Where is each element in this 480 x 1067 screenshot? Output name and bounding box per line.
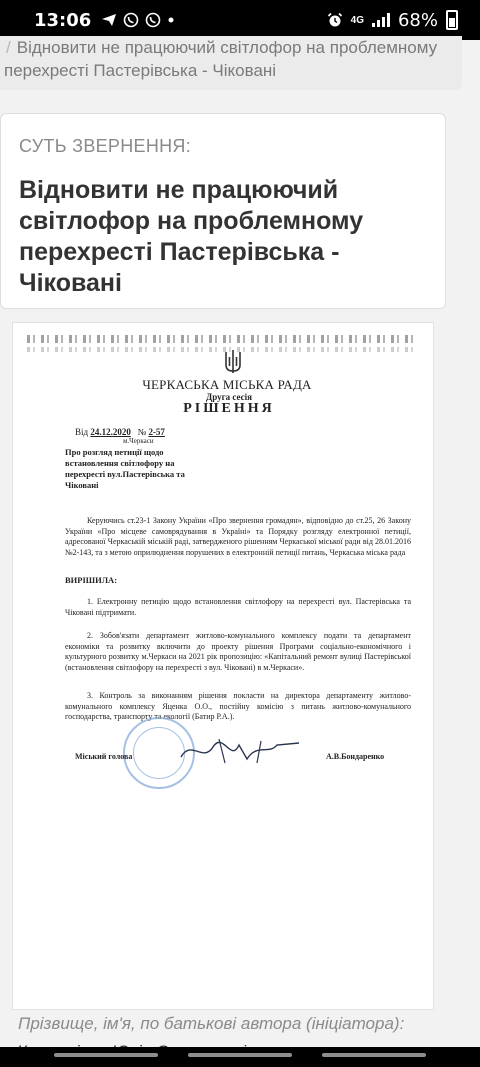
decision-subject: Про розгляд петиції щодо встановлення світлофору на перехресті вул.Пастерівська та Чіковані [65,447,185,490]
author-label: Прізвище, ім'я, по батькові автора (ініціатора): [18,1014,405,1033]
decision-heading: РІШЕННЯ [183,401,275,416]
breadcrumb-separator: / [6,38,11,57]
petition-summary-card [0,113,446,309]
signal-icon [372,13,390,27]
decision-document [13,323,433,1009]
summary-label: СУТЬ ЗВЕРНЕННЯ: [19,136,192,156]
decision-date-line [75,427,165,437]
decision-number: 2-57 [148,427,165,437]
decision-item-1: 1. Електронну петицію щодо встановлення світлофору на перехресті вул. Пастерівська та Чіковані підтримати. [65,597,411,617]
petition-title: Відновити не працюючий світлофор на проблемному перехресті Пастерівська - Чіковані [19,176,364,297]
coat-of-arms-icon [223,349,243,375]
notification-icons [101,12,175,28]
signature [173,733,303,769]
network-type: 4G [350,14,364,26]
send-icon [101,13,117,27]
breadcrumb [0,36,462,90]
decision-item-3: 3. Контроль за виконанням рішення покласти на директора департаменту житлово-комунального комплексу Яценка О.О., постійну комісію з питань житлово-комунального господарства, транспорту та екології (Батир Р.А.). [65,691,411,721]
alarm-icon [327,12,343,28]
back-button[interactable] [322,1053,426,1057]
session-name: Друга сесія [206,392,252,402]
mayor-title: Міський голова [75,752,133,761]
decision-place: м.Черкаси [123,437,154,445]
resolved-heading: ВИРІШИЛА: [65,575,118,585]
home-button[interactable] [188,1053,292,1057]
number-prefix: № [137,427,147,437]
system-icons [327,10,458,31]
council-name: ЧЕРКАСЬКА МІСЬКА РАДА [142,377,312,392]
scanned-decision-image[interactable] [12,322,434,1010]
signer-name: А.В.Бондаренко [326,752,385,761]
breadcrumb-current-line1: Відновити не працюючий світлофор на проблемному [16,38,438,57]
decision-date: 24.12.2020 [90,427,131,437]
recent-apps-button[interactable] [54,1053,158,1057]
battery-percent: 68% [397,9,438,31]
viber-icon [145,12,161,28]
decision-item-2: 2. Зобов'язати департамент житлово-комунального комплексу подати та департамент економіки та розвитку включити до проекту рішення Програми соціально-економічного і культурного розвитку м.Черкаси на 2021 рік пропозицію: «Капітальний ремонт вулиці Пастерівської (встановлення світлофору на перехресті з вул. Чіковані) в м.Черкаси». [65,631,411,672]
navigation-bar [0,1047,480,1067]
date-prefix: Від [75,427,89,437]
viber-icon [123,12,139,28]
dot-icon [167,16,175,24]
scan-noise [27,335,419,343]
decision-preamble: Керуючись ст.23-1 Закону України «Про звернення громадян», відповідно до ст.25, 26 Закону України «Про місцеве самоврядування в Україні» та Порядку розгляду електронної петиції, адресованої Черкаській міській раді, затвердженого рішенням Черкаської міської ради від 28.01.2016 №2-143, та з метою оприлюднення порушених в електронній петиції питань, Черкаська міська рада [65,516,411,557]
battery-icon [446,10,458,30]
clock: 13:06 [34,9,92,31]
breadcrumb-current-line2: перехресті Пастерівська - Чіковані [4,61,277,80]
status-bar [0,0,480,40]
